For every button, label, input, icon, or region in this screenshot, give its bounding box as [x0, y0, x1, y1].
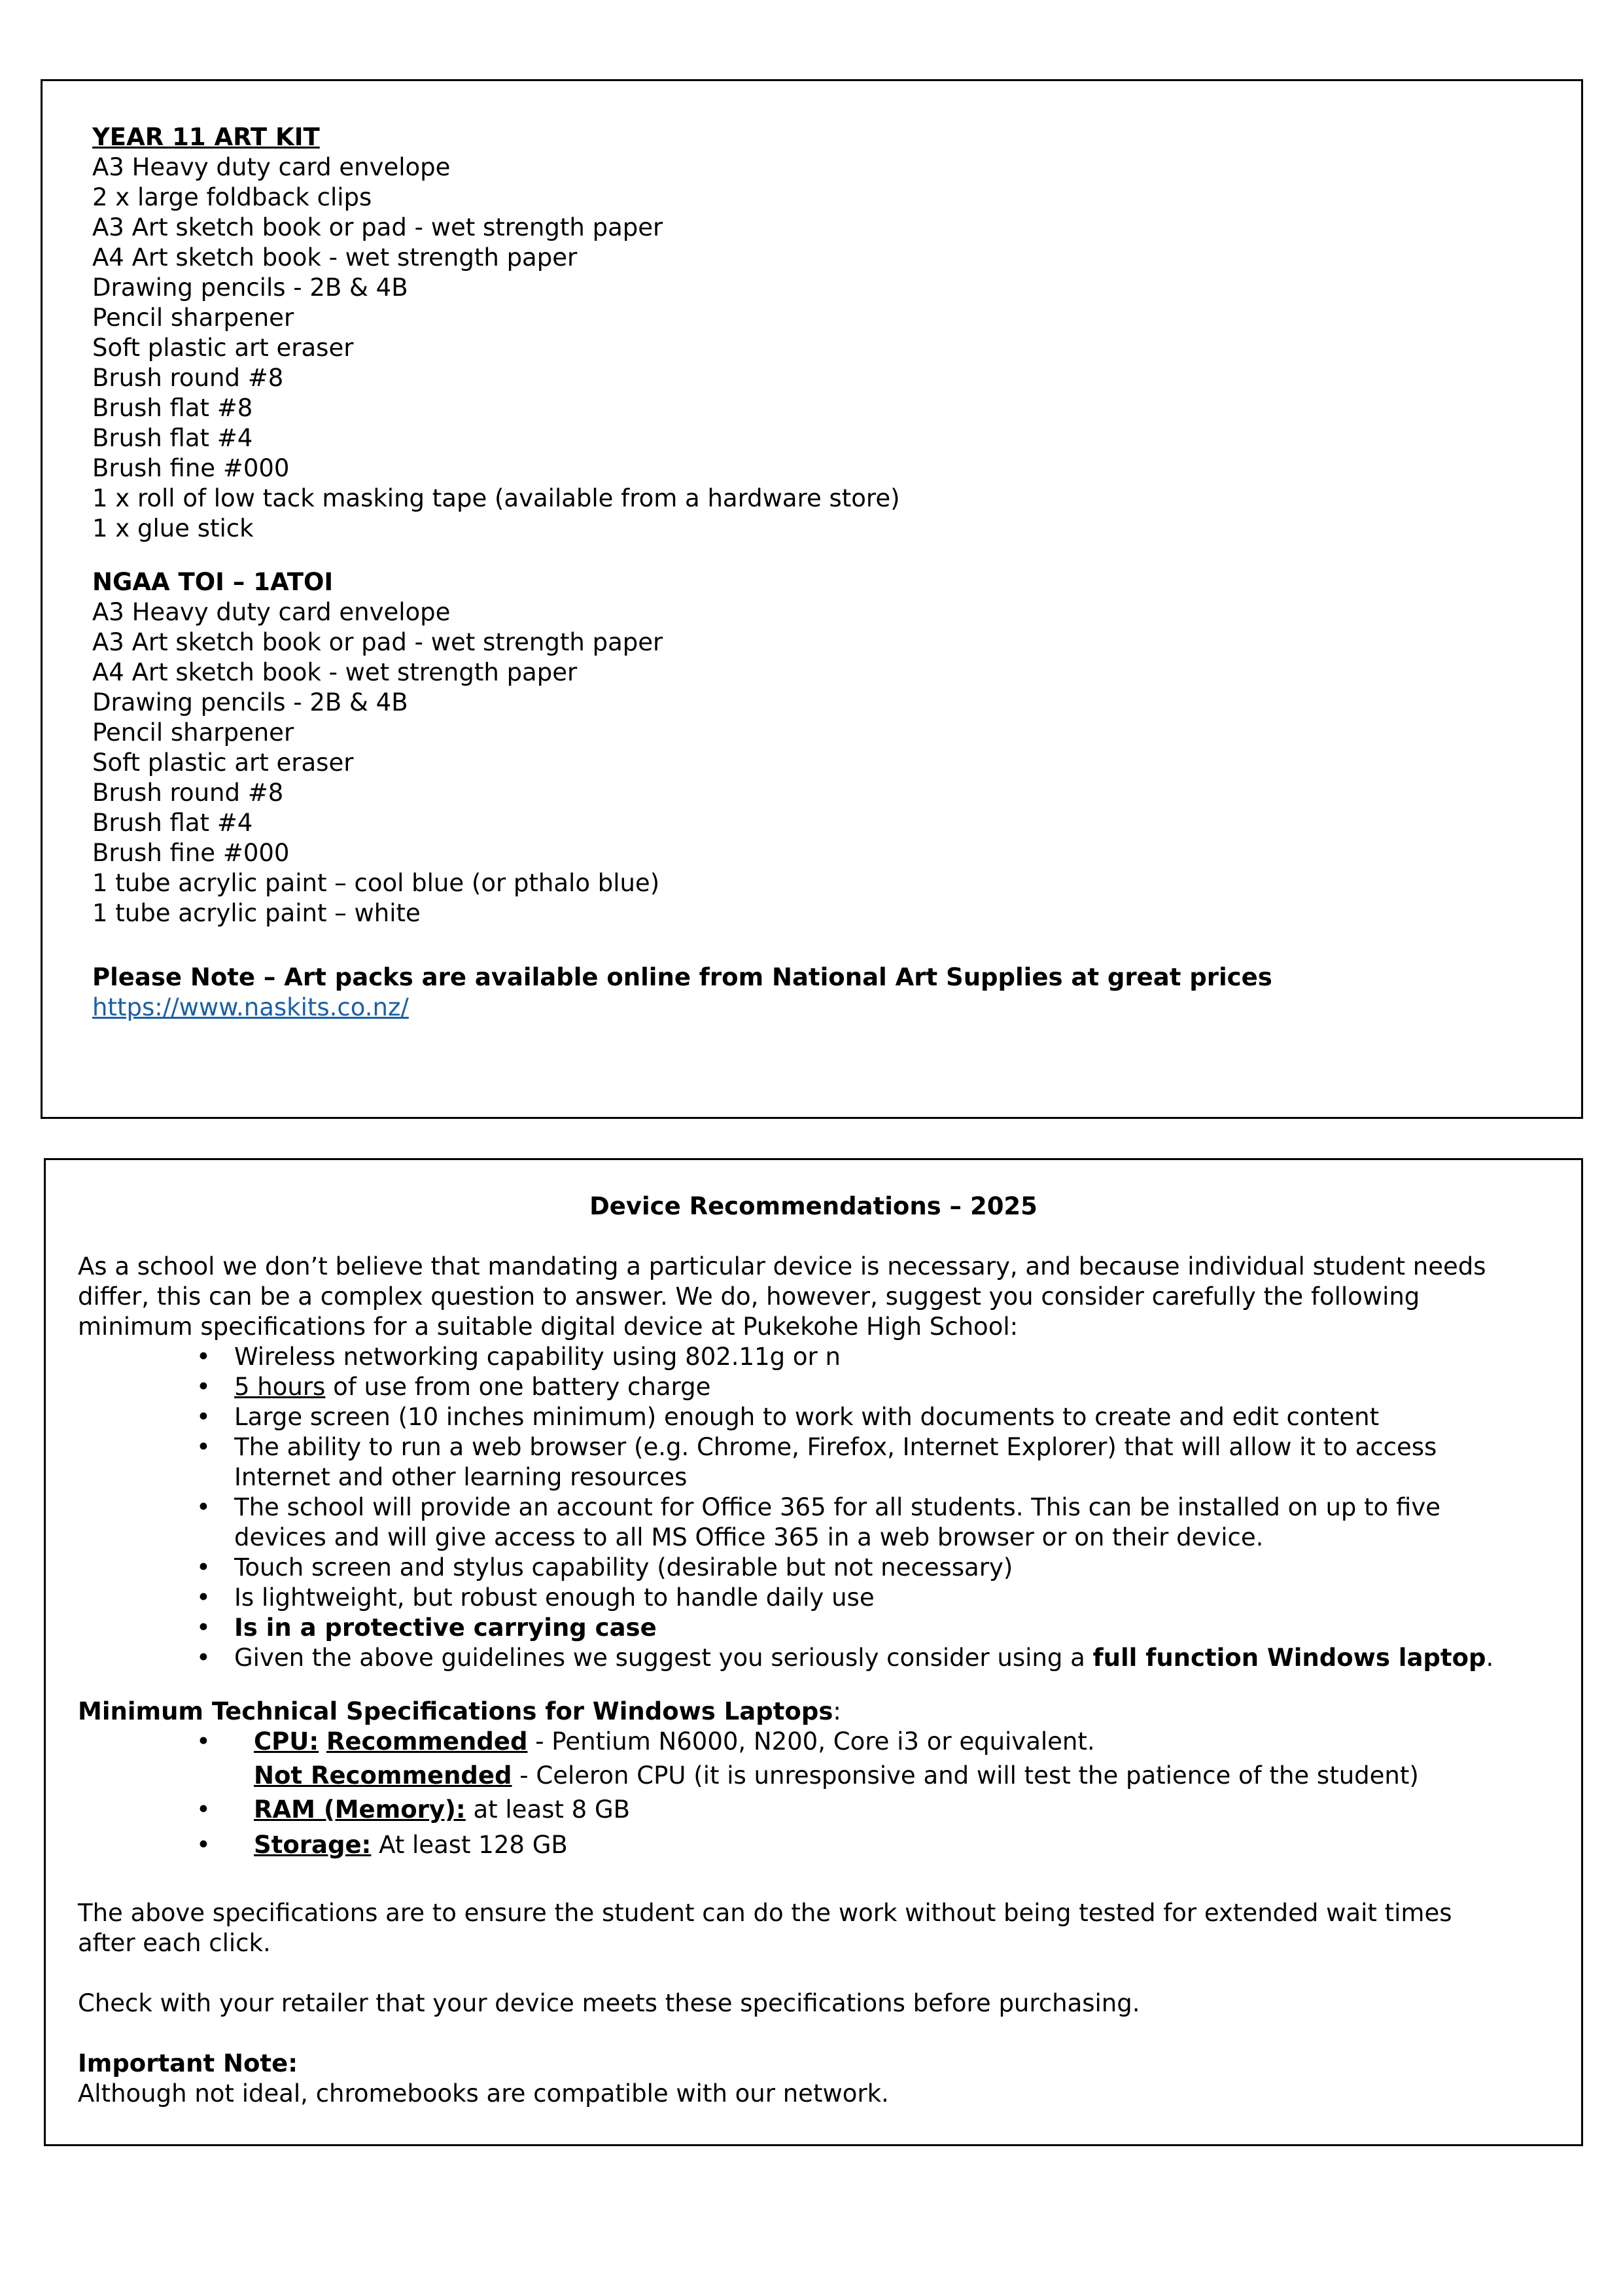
ram-label: RAM (Memory):: [254, 1795, 466, 1824]
specs-colon: :: [833, 1697, 841, 1725]
bullet-glyph: •: [196, 1493, 211, 1521]
ngaa-toi-item: 1 tube acrylic paint – cool blue (or pthalo blue): [92, 869, 660, 897]
spec-storage: [254, 1830, 568, 1860]
bullet-browser-line-2: Internet and other learning resources: [234, 1463, 688, 1491]
year11-art-kit-item: Brush round #8: [92, 364, 284, 392]
bullet-glyph: •: [196, 1343, 211, 1371]
device-recommendations-box: [44, 1158, 1583, 2146]
bullet-glyph: •: [196, 1795, 211, 1824]
ngaa-toi-item: A4 Art sketch book - wet strength paper: [92, 658, 578, 686]
year11-art-kit-item: A3 Art sketch book or pad - wet strength paper: [92, 213, 663, 241]
bullet-office-line-2: devices and will give access to all MS Office 365 in a web browser or on their device.: [234, 1523, 1264, 1551]
year11-art-kit-item: 2 x large foldback clips: [92, 183, 372, 211]
spec-ram: [254, 1795, 630, 1825]
year11-art-kit-item: Pencil sharpener: [92, 304, 294, 332]
bullet-glyph: •: [196, 1403, 211, 1431]
device-recommendations-title: Device Recommendations – 2025: [589, 1192, 1038, 1220]
intro-line-1: As a school we don’t believe that mandating a particular device is necessary, and because individual student needs: [78, 1252, 1486, 1280]
ngaa-toi-item: Pencil sharpener: [92, 718, 294, 747]
bullet-glyph: •: [196, 1644, 211, 1672]
bullet-office-line-1: The school will provide an account for Office 365 for all students. This can be installed on up to five: [234, 1493, 1441, 1521]
storage-label: Storage:: [254, 1831, 372, 1859]
year11-art-kit-item: Brush flat #4: [92, 424, 253, 452]
year11-art-kit-heading: YEAR 11 ART KIT: [92, 123, 320, 151]
bullet-screen: Large screen (10 inches minimum) enough to work with documents to create and edit content: [234, 1403, 1380, 1431]
bullet-wireless: Wireless networking capability using 802.11g or n: [234, 1343, 841, 1371]
bullet-glyph: •: [196, 1553, 211, 1581]
windows-laptop-post: .: [1486, 1644, 1494, 1672]
year11-art-kit-item: 1 x glue stick: [92, 514, 254, 542]
ngaa-toi-item: A3 Heavy duty card envelope: [92, 598, 451, 626]
bullet-browser-line-1: The ability to run a web browser (e.g. Chrome, Firefox, Internet Explorer) that will allow it to access: [234, 1433, 1437, 1461]
important-note-heading: Important Note:: [78, 2049, 298, 2077]
bullet-touch: Touch screen and stylus capability (desirable but not necessary): [234, 1553, 1013, 1581]
specs-purpose-line-1: The above specifications are to ensure the student can do the work without being tested for extended wait times: [78, 1899, 1452, 1927]
ngaa-toi-item: Brush round #8: [92, 779, 284, 807]
year11-art-kit-item: Brush fine #000: [92, 454, 290, 482]
ngaa-toi-heading: NGAA TOI – 1ATOI: [92, 568, 334, 596]
ngaa-toi-item: Soft plastic art eraser: [92, 749, 354, 777]
ngaa-toi-item: Brush fine #000: [92, 839, 290, 867]
battery-hours: 5 hours: [234, 1373, 326, 1401]
ngaa-toi-item: 1 tube acrylic paint – white: [92, 899, 421, 927]
year11-art-kit-item: A4 Art sketch book - wet strength paper: [92, 243, 578, 272]
naskits-link[interactable]: https://www.naskits.co.nz/: [92, 993, 409, 1021]
specs-purpose-line-2: after each click.: [78, 1929, 271, 1957]
bullet-battery: [234, 1372, 710, 1402]
bullet-windows-laptop: [234, 1643, 1493, 1673]
cpu-recommended-label: Recommended: [326, 1727, 528, 1756]
ram-text: at least 8 GB: [465, 1795, 631, 1824]
art-packs-note: Please Note – Art packs are available online from National Art Supplies at great prices: [92, 963, 1272, 991]
naskits-link-wrapper: [92, 993, 409, 1023]
intro-line-3: minimum specifications for a suitable digital device at Pukekohe High School:: [78, 1313, 1019, 1341]
storage-text: At least 128 GB: [371, 1831, 568, 1859]
important-note-text: Although not ideal, chromebooks are compatible with our network.: [78, 2079, 889, 2108]
specs-heading: Minimum Technical Specifications for Windows Laptops: [78, 1697, 833, 1725]
ngaa-toi-item: Brush flat #4: [92, 809, 253, 837]
cpu-label: CPU:: [254, 1727, 319, 1756]
bullet-carrying-case: Is in a protective carrying case: [234, 1614, 657, 1642]
bullet-lightweight: Is lightweight, but robust enough to handle daily use: [234, 1583, 875, 1612]
bullet-glyph: •: [196, 1433, 211, 1461]
cpu-recommended-text: - Pentium N6000, N200, Core i3 or equivalent.: [527, 1727, 1095, 1756]
bullet-glyph: •: [196, 1727, 211, 1756]
intro-line-2: differ, this can be a complex question to answer. We do, however, suggest you consider carefully the following: [78, 1282, 1420, 1311]
year11-art-kit-item: A3 Heavy duty card envelope: [92, 153, 451, 181]
year11-art-kit-item: Soft plastic art eraser: [92, 334, 354, 362]
cpu-not-recommended-text: - Celeron CPU (it is unresponsive and will test the patience of the student): [512, 1761, 1419, 1790]
windows-laptop-bold: full function Windows laptop: [1092, 1644, 1486, 1672]
art-kit-box: [41, 79, 1583, 1119]
ngaa-toi-item: Drawing pencils - 2B & 4B: [92, 688, 408, 716]
spec-cpu-not-recommended: [254, 1761, 1419, 1791]
bullet-glyph: •: [196, 1583, 211, 1612]
specs-heading-line: [78, 1697, 841, 1727]
spec-cpu-recommended: [254, 1727, 1095, 1757]
year11-art-kit-item: Brush flat #8: [92, 394, 253, 422]
year11-art-kit-item: Drawing pencils - 2B & 4B: [92, 274, 408, 302]
year11-art-kit-item: 1 x roll of low tack masking tape (available from a hardware store): [92, 484, 900, 512]
bullet-glyph: •: [196, 1831, 211, 1859]
ngaa-toi-item: A3 Art sketch book or pad - wet strength paper: [92, 628, 663, 656]
windows-laptop-pre: Given the above guidelines we suggest you seriously consider using a: [234, 1644, 1093, 1672]
battery-text: of use from one battery charge: [325, 1373, 711, 1401]
retailer-check: Check with your retailer that your device meets these specifications before purchasing.: [78, 1989, 1140, 2017]
bullet-glyph: •: [196, 1614, 211, 1642]
cpu-not-recommended-label: Not Recommended: [254, 1761, 512, 1790]
bullet-glyph: •: [196, 1373, 211, 1401]
